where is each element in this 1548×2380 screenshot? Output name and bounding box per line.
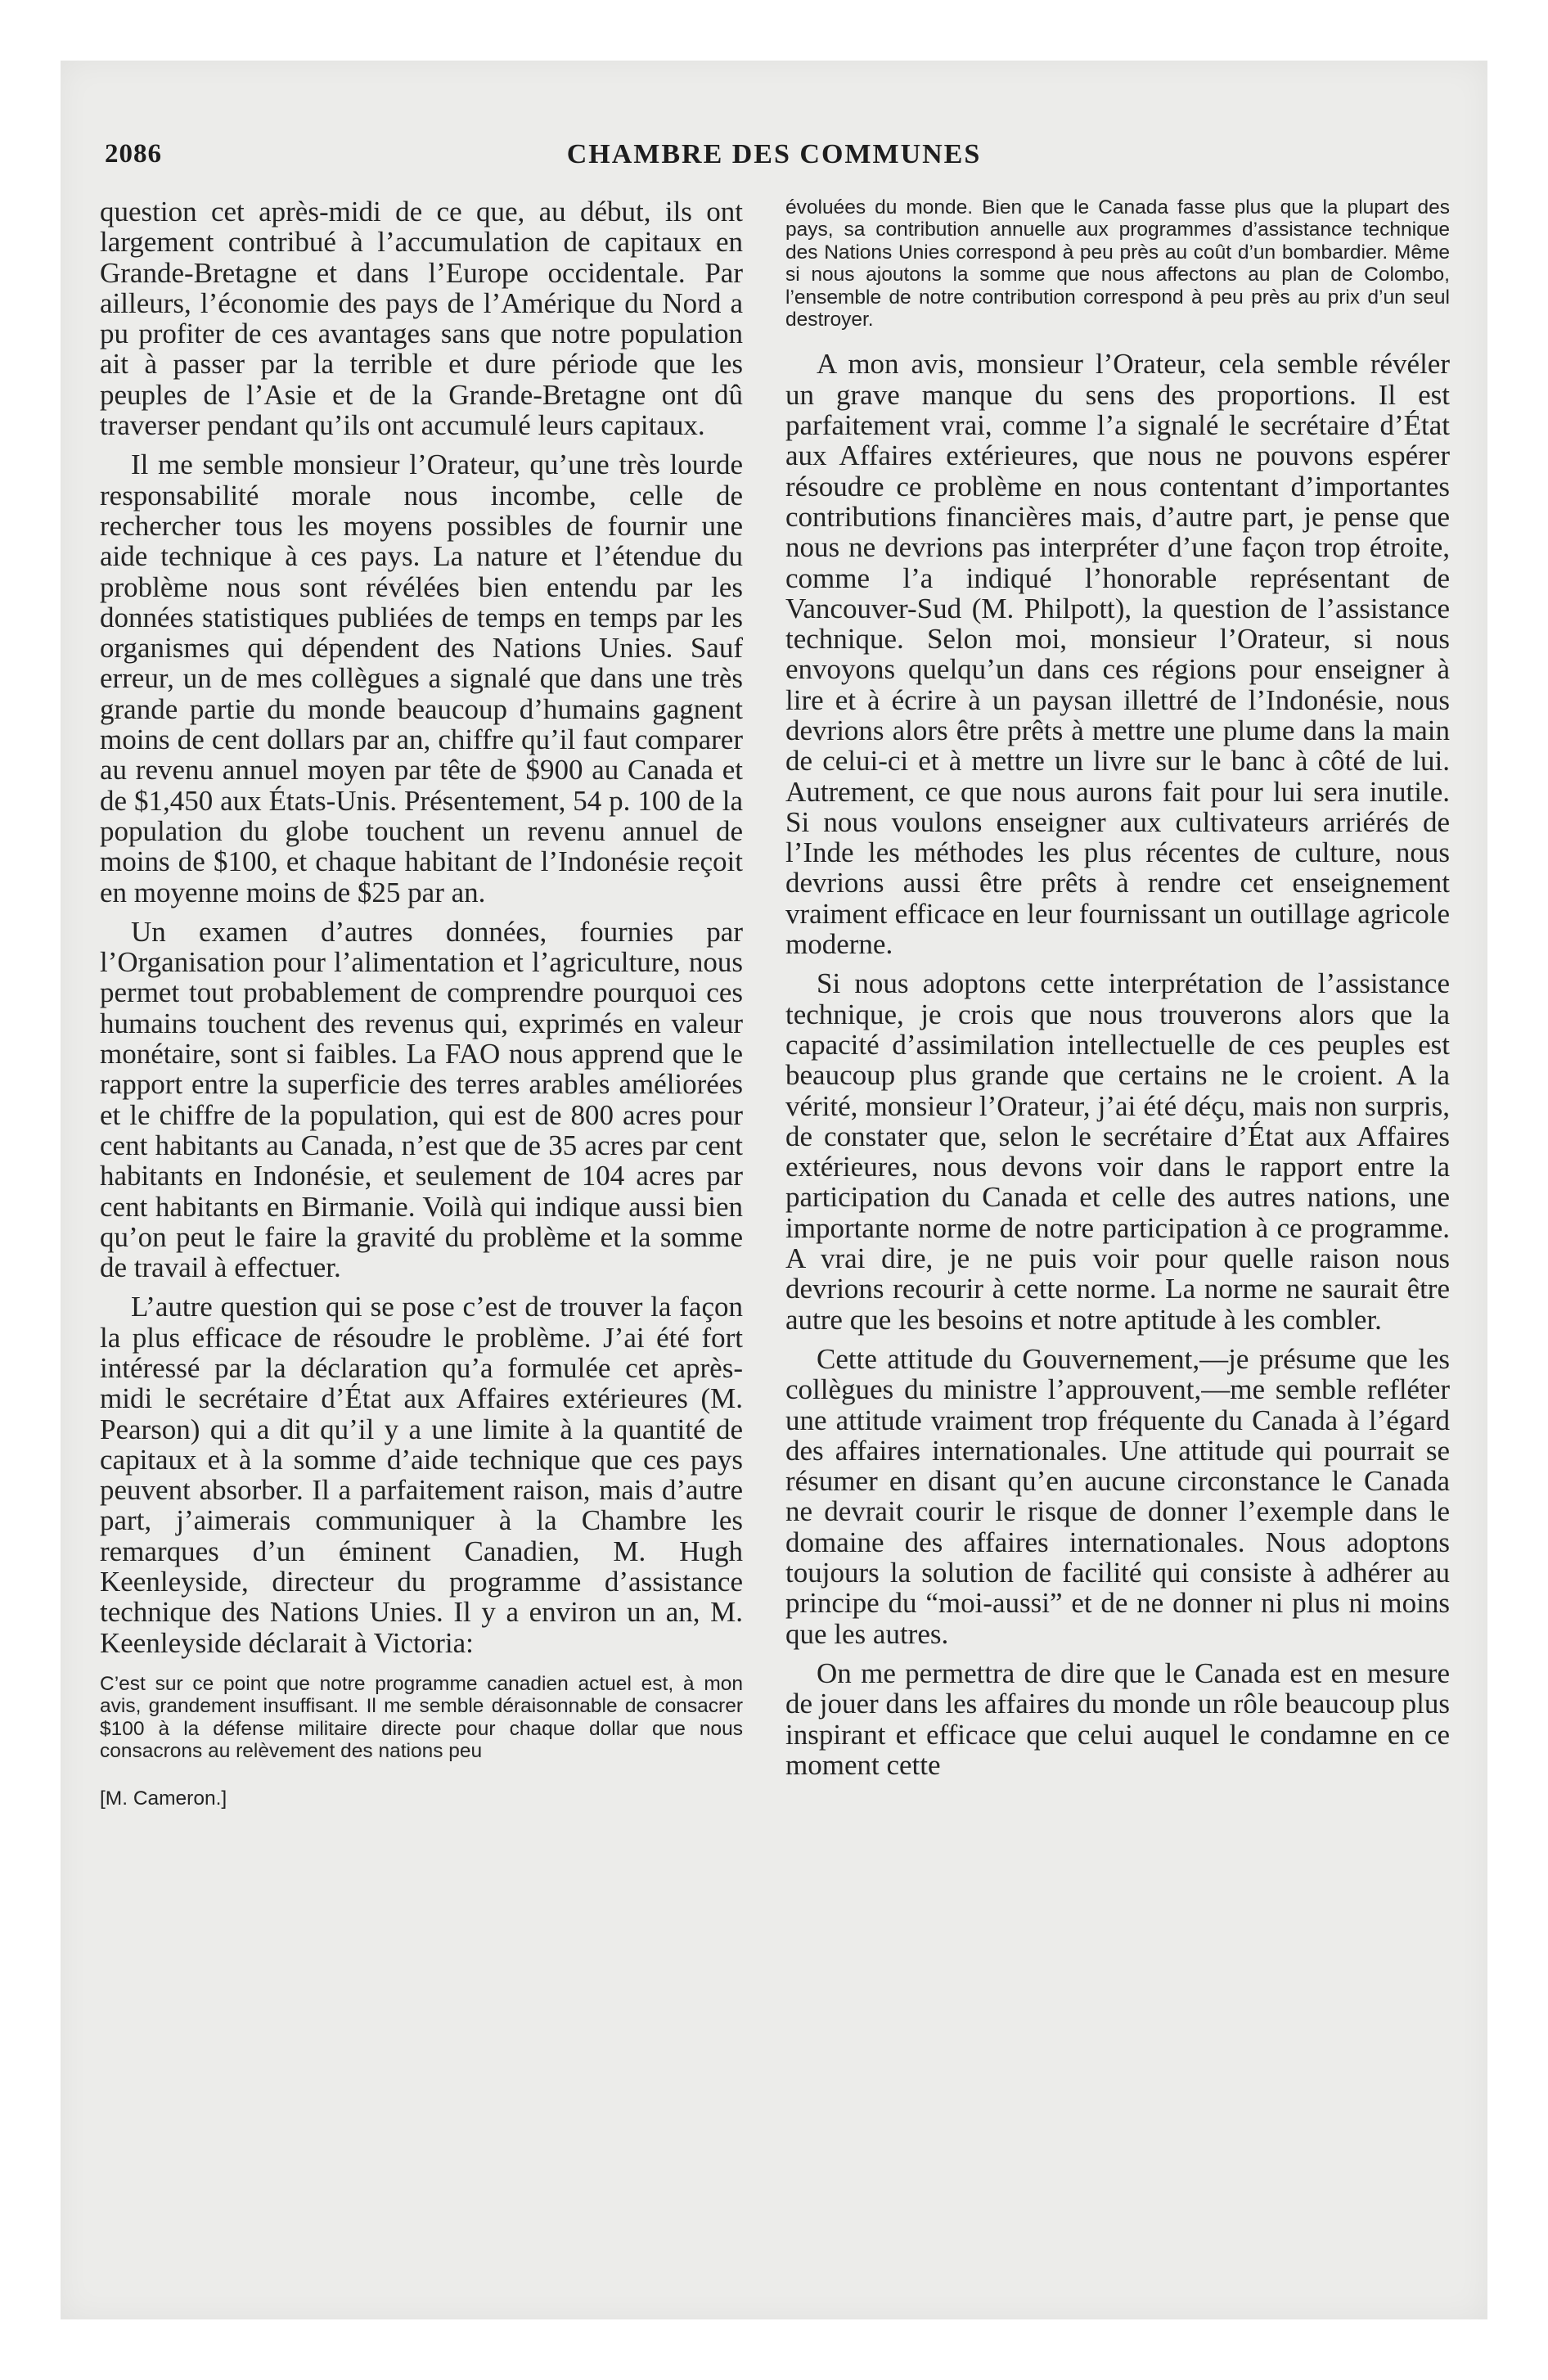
paragraph: Un examen d’autres données, fournies par l’Organisation pour l’alimentation et l’agriculture, nous permet tout probablement de comprendre pourquoi ces humains touchent des revenus qui, exprimés en valeur monétaire, sont si faibles. La FAO nous apprend que le rapport entre la superficie des terres arables améliorées et le chiffre de la population, qui est de 800 acres pour cent habitants au Canada, n’est que de 35 acres par cent habitants en Indonésie, et seulement de 104 acres par cent habitants en Birmanie. Voilà qui indique aussi bien qu’on peut le faire la gravité du problème et la somme de travail à effectuer.	[100, 915, 743, 1284]
left-column	[100, 196, 743, 1810]
paragraph: question cet après-midi de ce que, au début, ils ont largement contribué à l’accumulation de capitaux en Grande-Bretagne et dans l’Europe occidentale. Par ailleurs, l’économie des pays de l’Amérique du Nord a pu profiter de ces avantages sans que notre population ait à passer par la terrible et dure période que les peuples de l’Asie et de la Grande-Bretagne ont dû traverser pendant qu’ils ont accumulé leurs capitaux.	[100, 196, 743, 442]
block-quote: C’est sur ce point que notre programme canadien actuel est, à mon avis, grandement insuffisant. Il me semble déraisonnable de consacrer $100 à la défense militaire directe pour chaque dollar que nous consacrons au relèvement des nations peu	[100, 1672, 743, 1763]
page-number: 2086	[105, 139, 162, 169]
right-column	[785, 196, 1450, 1780]
page-header	[105, 139, 1443, 180]
paragraph: On me permettra de dire que le Canada est en mesure de jouer dans les affaires du monde un rôle beaucoup plus inspirant et efficace que celui auquel le condamne en ce moment cette	[785, 1657, 1450, 1781]
paragraph: Si nous adoptons cette interprétation de l’assistance technique, je crois que nous trouverons alors que la capacité d’assimilation intellectuelle de ces peuples est beaucoup plus grande que certains ne le croient. A la vérité, monsieur l’Orateur, j’ai été déçu, mais non surpris, de constater que, selon le secrétaire d’État aux Affaires extérieures, nous devons voir dans le rapport entre la participation du Canada et celle des autres nations, une importante norme de notre participation à ce programme. A vrai dire, je ne puis voir pour quelle raison nous devrions recourir à cette norme. La norme ne saurait être autre que les besoins et notre aptitude à les combler.	[785, 967, 1450, 1336]
speaker-attribution: [M. Cameron.]	[100, 1787, 227, 1810]
paragraph: Il me semble monsieur l’Orateur, qu’une très lourde responsabilité morale nous incombe, celle de rechercher tous les moyens possibles de fournir une aide technique à ces pays. La nature et l’étendue du problème nous sont révélées bien entendu par les données statistiques publiées de temps en temps par les organismes qui dépendent des Nations Unies. Sauf erreur, un de mes collègues a signalé que dans une très grande partie du monde beaucoup d’humains gagnent moins de cent dollars par an, chiffre qu’il faut comparer au revenu annuel moyen par tête de $900 au Canada et de $1,450 aux États-Unis. Présentement, 54 p. 100 de la population du globe touchent un revenu annuel de moins de $100, et chaque habitant de l’Indonésie reçoit en moyenne moins de $25 par an.	[100, 449, 743, 908]
running-head: CHAMBRE DES COMMUNES	[566, 139, 982, 169]
paragraph: A mon avis, monsieur l’Orateur, cela semble révéler un grave manque du sens des proportions. Il est parfaitement vrai, comme l’a signalé le secrétaire d’État aux Affaires extérieures, que nous ne pouvons espérer résoudre ce problème en nous contentant d’importantes contributions financières mais, d’autre part, je pense que nous ne devrions pas interpréter d’une façon trop étroite, comme l’a indiqué l’honorable représentant de Vancouver-Sud (M. Philpott), la question de l’assistance technique. Selon moi, monsieur l’Orateur, si nous envoyons quelqu’un dans ces régions pour enseigner à lire et à écrire à un paysan illettré de l’Indonésie, nous devrions alors être prêts à mettre une plume dans la main de celui-ci et à mettre un livre sur le banc à côté de lui. Autrement, ce que nous aurons fait pour lui sera inutile. Si nous voulons enseigner aux cultivateurs arriérés de l’Inde les méthodes les plus récentes de culture, nous devrions aussi être prêts à rendre cet enseignement vraiment efficace en leur fournissant un outillage agricole moderne.	[785, 348, 1450, 961]
scanned-page	[61, 61, 1487, 2319]
paragraph: Cette attitude du Gouvernement,—je présume que les collègues du ministre l’approuvent,—me semble refléter une attitude vraiment trop fréquente du Canada à l’égard des affaires internationales. Une attitude qui pourrait se résumer en disant qu’en aucune circonstance le Canada ne devrait courir le risque de donner l’exemple dans le domaine des affaires internationales. Nous adoptons toujours la solution de facilité qui consiste à adhérer au principe du “moi-aussi” et de ne donner ni plus ni moins que les autres.	[785, 1342, 1450, 1650]
paragraph: L’autre question qui se pose c’est de trouver la façon la plus efficace de résoudre le problème. J’ai été fort intéressé par la déclaration qu’a formulée cet après-midi le secrétaire d’État aux Affaires extérieures (M. Pearson) qui a dit qu’il y a une limite à la quantité de capitaux et à la somme d’aide technique que ces pays peuvent absorber. Il a parfaitement raison, mais d’autre part, j’aimerais communiquer à la Chambre les remarques d’un éminent Canadien, M. Hugh Keenleyside, directeur du programme d’assistance technique des Nations Unies. Il y a environ un an, M. Keenleyside déclarait à Victoria:	[100, 1291, 743, 1659]
block-quote-continued: évoluées du monde. Bien que le Canada fasse plus que la plupart des pays, sa contribution annuelle aux programmes d’assistance technique des Nations Unies correspond à peu près au coût d’un bombardier. Même si nous ajoutons la somme que nous affectons au plan de Colombo, l’ensemble de notre contribution correspond à peu près au prix d’un seul destroyer.	[785, 196, 1450, 331]
